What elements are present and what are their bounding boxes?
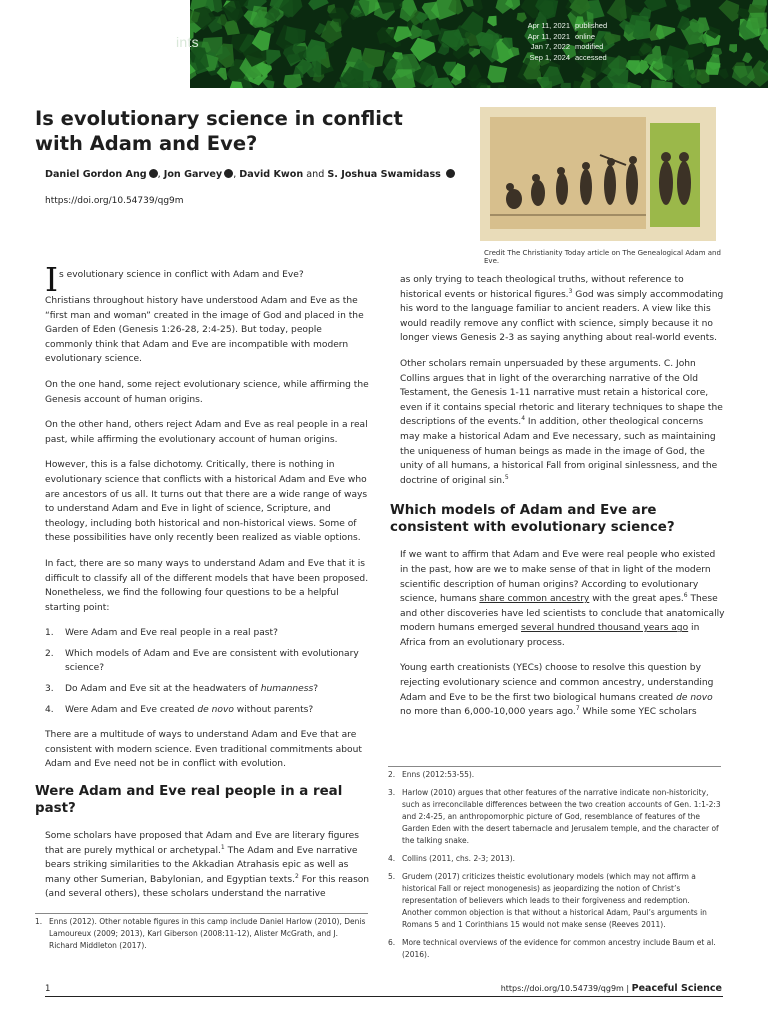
list-item: 1. Were Adam and Eve real people in a real past?	[45, 628, 278, 639]
body-paragraph: as only trying to teach theological truths, without reference to historical events or historical figures.$^3$ God was simply accommodating his word to the language familiar to ancient readers. A view like this would readily remove any conflict with science, simply because it no longer views Genesis 2-3 as saying anything about real-world events.	[400, 275, 724, 344]
orcid-icon[interactable]	[149, 169, 158, 178]
orcid-icon[interactable]	[446, 169, 455, 178]
header-banner	[0, 0, 768, 88]
footnote: 3. Harlow (2010) argues that other features of the narrative indicate non-historicity, such as irreconcilable differences between the two creation accounts of Gen. 1:1-2:3 and 2:4-25, an anthropomorphic picture of God, resemblance of features of the Garden Eden with the desert tabernacle and Jerusalem temple, and the character of the talking snake.	[388, 788, 721, 845]
footer-divider	[45, 996, 723, 997]
body-paragraph: If we want to affirm that Adam and Eve were real people who existed in the past, how are we to make sense of that in light of the modern scientific description of human origins? According to evolutionary science, humans share common ancestry with the great apes.$^6$ These and other discoveries have led scientists to conclude that anatomically modern humans emerged several hundred thousand years ago in Africa from an evolutionary process.	[400, 550, 725, 648]
drop-cap: I	[45, 260, 59, 299]
section-heading: Which models of Adam and Eve are consistent with evolutionary science?	[390, 503, 675, 536]
article-title: Is evolutionary science in conflict with Adam and Eve?	[35, 107, 403, 155]
orcid-icon[interactable]	[224, 169, 233, 178]
section-heading: Were Adam and Eve real people in a real past?	[35, 784, 343, 817]
footnote: 5. Grudem (2017) criticizes theistic evolutionary models (which may not affirm a historical Fall or reject monogenesis) as jeopardizing the notion of Christ’s representation of believers which leads to their forgiveness and redemption. Another common objection is that without a historical Adam, Paul’s arguments in Romans 5 and 1 Corinthians 15 would not make sense (Reeves 2011).	[388, 872, 707, 929]
list-item: 3. Do Adam and Eve sit at the headwaters of humanness?	[45, 684, 319, 695]
body-paragraph: Some scholars have proposed that Adam and Eve are literary figures that are purely mythical or archetypal.$^1$ The Adam and Eve narrative bears striking similarities to the Akkadian Atrahasis epic as well as many other Sumerian, Babylonian, and Egyptian texts.$^2$ For this reason (and several others), these scholars understand the narrative	[45, 831, 370, 900]
footer-doi-link[interactable]: https://doi.org/10.54739/qg9m	[500, 984, 624, 993]
figure-credit: Credit The Christianity Today article on The Genealogical Adam and Eve.	[484, 249, 721, 265]
author-name[interactable]: Jon Garvey	[163, 169, 223, 180]
footnotes-left	[35, 913, 368, 958]
date-row: Apr 11, 2021 published	[527, 21, 608, 30]
evolution-illustration	[480, 107, 716, 241]
journal-brand: Peaceful Science	[631, 983, 722, 994]
march-of-progress-image	[480, 107, 716, 241]
author-name[interactable]: Daniel Gordon Ang	[45, 169, 147, 180]
series-label: ints	[176, 34, 199, 50]
footnote-ref[interactable]: 5	[504, 473, 509, 481]
body-paragraph: Christians throughout history have understood Adam and Eve as the “first man and woman” created in the image of God and placed in the Garden of Eden (Genesis 1:26-28, 2:4-25). But today, people commonly think that Adam and Eve are incompatible with modern evolutionary science.	[45, 296, 364, 365]
footnote: 2. Enns (2012:53-55).	[388, 770, 475, 779]
footnote-ref[interactable]: 7	[575, 705, 580, 713]
body-paragraph: There are a multitude of ways to understand Adam and Eve that are consistent with modern science. Even traditional commitments about Adam and Eve need not be in conflict with evolution.	[45, 730, 362, 770]
body-paragraph: Other scholars remain unpersuaded by these arguments. C. John Collins argues that in light of the overarching narrative of the Old Testament, the Genesis 1-11 narrative must retain a historical core, even if it contains special rhetoric and literary techniques to shape the descriptions of the events.$^4$ In addition, other theological concerns may make a historical Adam and Eve necessary, such as maintaining the uniqueness of human beings as made in the image of God, the unity of all humans, a historical Fall from original sinlessness, and the doctrine of original sin.$^5$	[400, 358, 723, 486]
author-name[interactable]: David Kwon	[239, 169, 304, 180]
doi-link[interactable]: https://doi.org/10.54739/qg9m	[45, 196, 184, 206]
author-name[interactable]: S. Joshua Swamidass	[327, 169, 441, 180]
author-list: Daniel Gordon Ang , Jon Garvey , David Kwon and S. Joshua Swamidass	[45, 169, 455, 180]
text-link[interactable]: several hundred thousand years ago	[521, 623, 689, 634]
footnote-ref[interactable]: 4	[521, 415, 526, 423]
body-paragraph: However, this is a false dichotomy. Critically, there is nothing in evolutionary science that conflicts with a historical Adam and Eve who are ancestors of us all. It turns out that there are a wide range of ways to understand Adam and Eve in light of science, Scripture, and theology, including both historical and non-historical views. Some of these possibilities have only recently been realized as viable options.	[45, 460, 368, 544]
body-paragraph: On the one hand, some reject evolutionary science, while affirming the Genesis account of human origins.	[45, 379, 369, 405]
footnote-ref[interactable]: 3	[568, 287, 573, 295]
date-row: Sep 1, 2024 accessed	[529, 52, 607, 62]
intro-paragraph: Is evolutionary science in conflict with Adam and Eve?	[45, 260, 304, 299]
date-row: Jan 7, 2022 modified	[530, 42, 604, 52]
list-item: 2. Which models of Adam and Eve are consistent with evolutionary science?	[45, 648, 359, 674]
footnote: 6. More technical overviews of the evidence for common ancestry include Baum et al. (2016).	[388, 938, 716, 959]
question-list	[45, 626, 370, 717]
footnote-ref[interactable]: 2	[295, 872, 299, 880]
footnote: 1. Enns (2012). Other notable figures in this camp include Daniel Harlow (2010), Denis Lamoureux (2009; 2013), Karl Giberson (2008:11-12), Alister McGrath, and J. Richard Middleton (2017).	[35, 917, 366, 950]
footnotes-right	[388, 766, 721, 967]
body-column-left	[35, 260, 370, 913]
list-item: 4. Were Adam and Eve created de novo without parents?	[45, 704, 314, 715]
page-number: 1	[45, 984, 51, 994]
body-paragraph: In fact, there are so many ways to understand Adam and Eve that it is difficult to classify all of the different models that have been proposed. Nonetheless, we find the following four questions to be a helpful starting point:	[45, 558, 369, 613]
text-link[interactable]: share common ancestry	[479, 594, 590, 605]
footer-citation: https://doi.org/10.54739/qg9m | Peaceful Science	[500, 983, 722, 994]
footnote-ref[interactable]: 1	[220, 843, 225, 851]
date-row: Apr 11, 2021 online	[527, 31, 596, 41]
body-paragraph: On the other hand, others reject Adam and Eve as real people in a real past, while affirming the evolutionary account of human origins.	[45, 420, 368, 445]
body-column-right	[390, 273, 725, 731]
footnote-ref[interactable]: 6	[683, 592, 688, 600]
body-paragraph: Young earth creationists (YECs) choose to resolve this question by rejecting evolutionary science and common ancestry, understanding Adam and Eve to be the first two biological humans created de novo no more than 6,000-10,000 years ago.$^7$ While some YEC scholars	[400, 663, 714, 718]
banner-white-panel	[0, 0, 190, 88]
publication-dates	[506, 21, 618, 63]
footnote: 4. Collins (2011, chs. 2-3; 2013).	[388, 854, 516, 863]
